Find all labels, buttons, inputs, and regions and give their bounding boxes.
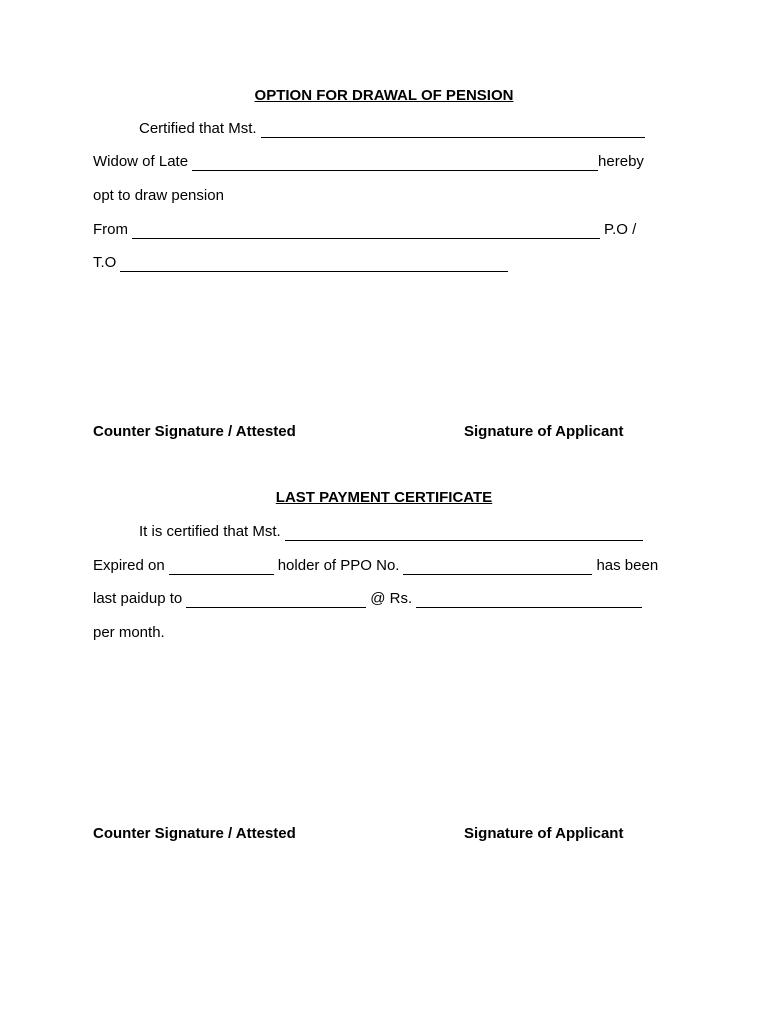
to-blank[interactable] bbox=[120, 256, 508, 272]
opt-line bbox=[93, 185, 683, 205]
expired-date-blank[interactable] bbox=[169, 559, 274, 575]
mst-name-blank[interactable] bbox=[261, 122, 645, 138]
from-label: From bbox=[93, 221, 128, 238]
paidup-line bbox=[93, 588, 683, 608]
to-line bbox=[93, 252, 683, 272]
paidup-label: last paidup to bbox=[93, 590, 183, 607]
option-title: OPTION FOR DRAWAL OF PENSION bbox=[254, 87, 514, 104]
applicant-signature-1: Signature of Applicant bbox=[464, 423, 624, 440]
per-month-text: per month. bbox=[93, 624, 165, 641]
late-name-blank[interactable] bbox=[192, 155, 598, 171]
certified-line-2 bbox=[139, 521, 659, 541]
holder-label: holder of PPO No. bbox=[277, 557, 400, 574]
amount-blank[interactable] bbox=[416, 592, 642, 608]
last-payment-title: LAST PAYMENT CERTIFICATE bbox=[275, 489, 493, 506]
certified-label-2: It is certified that Mst. bbox=[139, 523, 281, 540]
rs-label: @ Rs. bbox=[370, 590, 413, 607]
applicant-signature-2: Signature of Applicant bbox=[464, 825, 624, 842]
opt-text: opt to draw pension bbox=[93, 187, 224, 204]
from-blank[interactable] bbox=[132, 223, 600, 239]
ppo-number-blank[interactable] bbox=[403, 559, 592, 575]
from-line bbox=[93, 219, 683, 239]
certified-label: Certified that Mst. bbox=[139, 120, 257, 137]
to-label: T.O bbox=[93, 254, 117, 271]
mst-name-blank-2[interactable] bbox=[285, 525, 643, 541]
has-been-label: has been bbox=[596, 557, 659, 574]
per-month-line bbox=[93, 622, 683, 642]
expired-label: Expired on bbox=[93, 557, 165, 574]
counter-signature-2: Counter Signature / Attested bbox=[93, 825, 296, 842]
widow-line bbox=[93, 151, 683, 171]
paidup-date-blank[interactable] bbox=[186, 592, 366, 608]
expired-line bbox=[93, 555, 683, 575]
widow-label: Widow of Late bbox=[93, 153, 189, 170]
po-label: P.O / bbox=[604, 221, 637, 238]
certified-line bbox=[139, 118, 659, 138]
counter-signature-1: Counter Signature / Attested bbox=[93, 423, 296, 440]
hereby-label: hereby bbox=[598, 153, 644, 170]
